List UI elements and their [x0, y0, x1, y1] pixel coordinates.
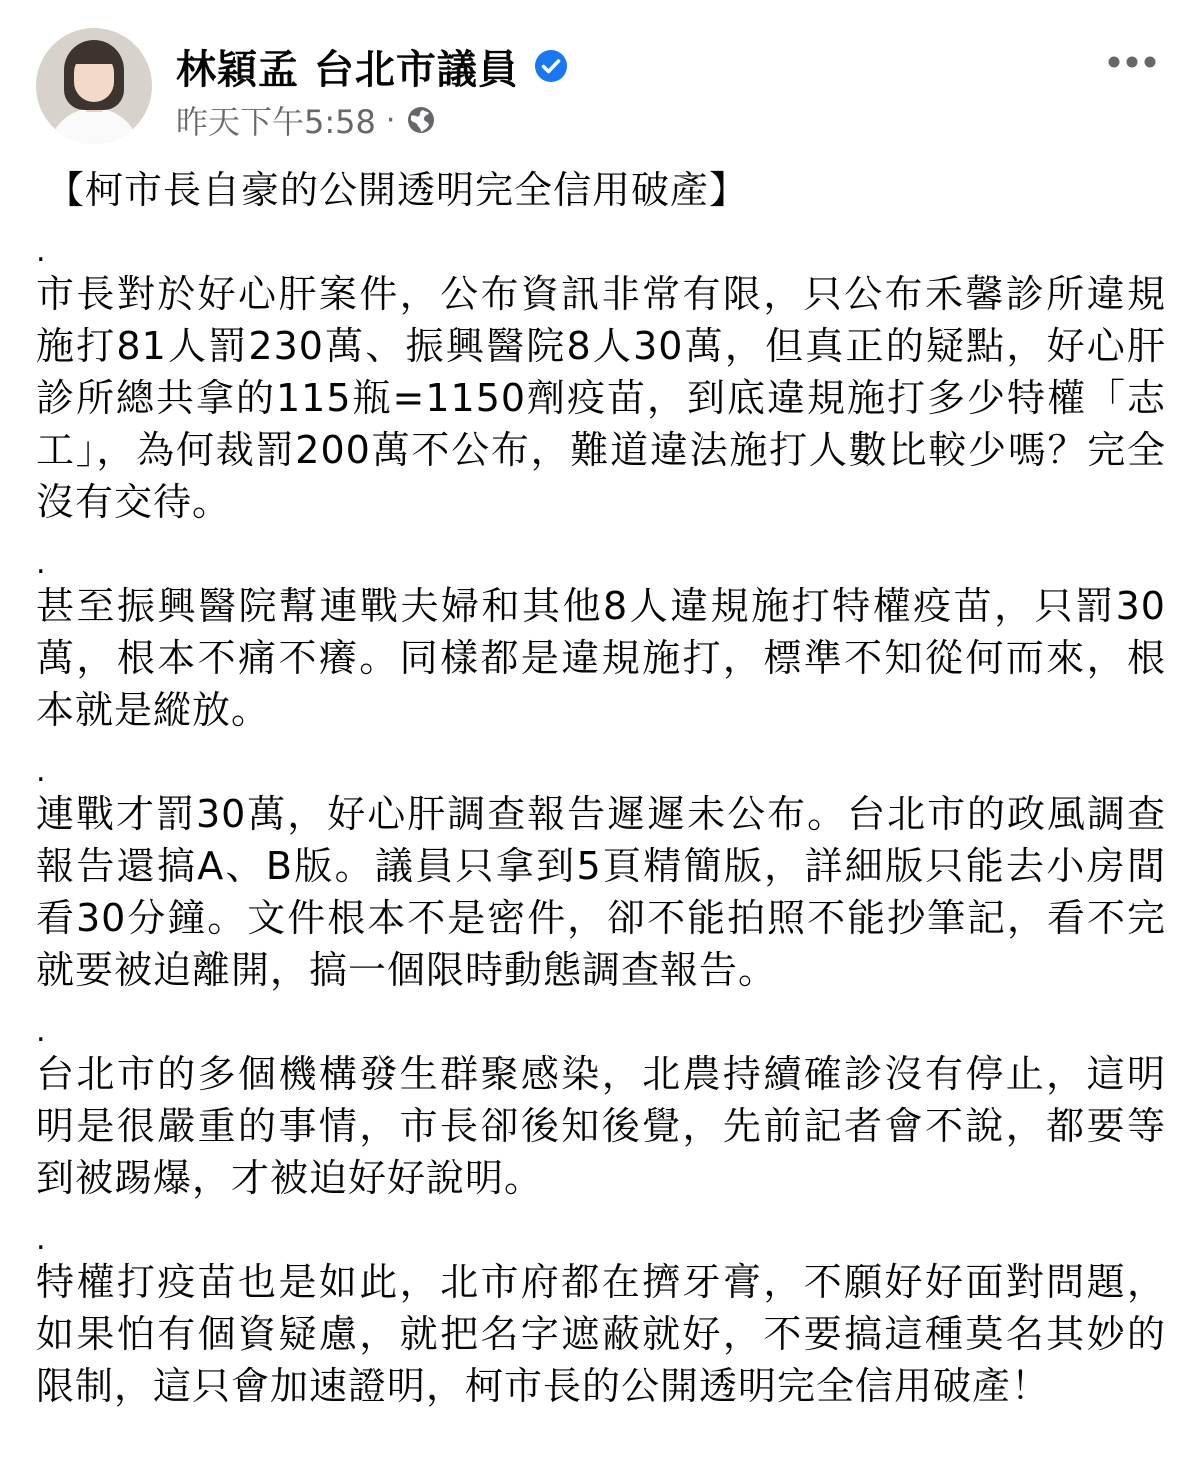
- post-paragraph: 連戰才罰30萬，好心肝調查報告遲遲未公布。台北市的政風調查報告還搞A、B版。議員只拿到5頁精簡版，詳細版只能去小房間看30分鐘。文件根本不是密件，卻不能拍照不能抄筆記，看不完就要被迫離開，搞一個限時動態調查報告。: [36, 792, 1166, 992]
- paragraph-separator: .: [36, 1014, 47, 1049]
- post-paragraph: 特權打疫苗也是如此，北市府都在擠牙膏，不願好好面對問題，如果怕有個資疑慮，就把名字遮蔽就好，不要搞這種莫名其妙的限制，這只會加速證明，柯市長的公開透明完全信用破產！: [36, 1260, 1166, 1408]
- post-title: 【柯市長自豪的公開透明完全信用破產】: [46, 168, 749, 212]
- paragraph-separator: .: [36, 234, 47, 269]
- paragraph-separator: .: [36, 546, 47, 581]
- meta-separator: ·: [385, 102, 396, 138]
- post-paragraph: 市長對於好心肝案件，公布資訊非常有限，只公布禾馨診所違規施打81人罰230萬、振興醫院8人30萬，但真正的疑點，好心肝診所總共拿的115瓶=1150劑疫苗，到底違規施打多少特權「志工」，為何裁罰200萬不公布，難道違法施打人數比較少嗎？完全沒有交待。: [36, 272, 1166, 524]
- avatar-fringe-shape: [70, 46, 118, 64]
- post-content: [36, 164, 1166, 1412]
- post-paragraph: 台北市的多個機構發生群聚感染，北農持續確診沒有停止，這明明是很嚴重的事情，市長卻後知後覺，先前記者會不說，都要等到被踢爆，才被迫好好說明。: [36, 1052, 1166, 1200]
- post-header: [36, 28, 1166, 148]
- post-meta-row: [176, 98, 437, 142]
- author-name-row: [176, 38, 569, 94]
- author-avatar[interactable]: [36, 28, 152, 144]
- author-name[interactable]: 林穎孟 台北市議員: [176, 46, 519, 93]
- globe-icon[interactable]: [405, 104, 437, 136]
- paragraph-separator: .: [36, 754, 47, 789]
- post-paragraph: 甚至振興醫院幫連戰夫婦和其他8人違規施打特權疫苗，只罰30萬，根本不痛不癢。同樣都是違規施打，標準不知從何而來，根本就是縱放。: [36, 584, 1166, 732]
- paragraph-separator: .: [36, 1222, 47, 1257]
- avatar-shirt-shape: [48, 108, 140, 144]
- more-options-icon[interactable]: [1106, 48, 1158, 76]
- post-timestamp[interactable]: 昨天下午5:58: [176, 103, 376, 141]
- verified-badge-icon: [533, 48, 569, 84]
